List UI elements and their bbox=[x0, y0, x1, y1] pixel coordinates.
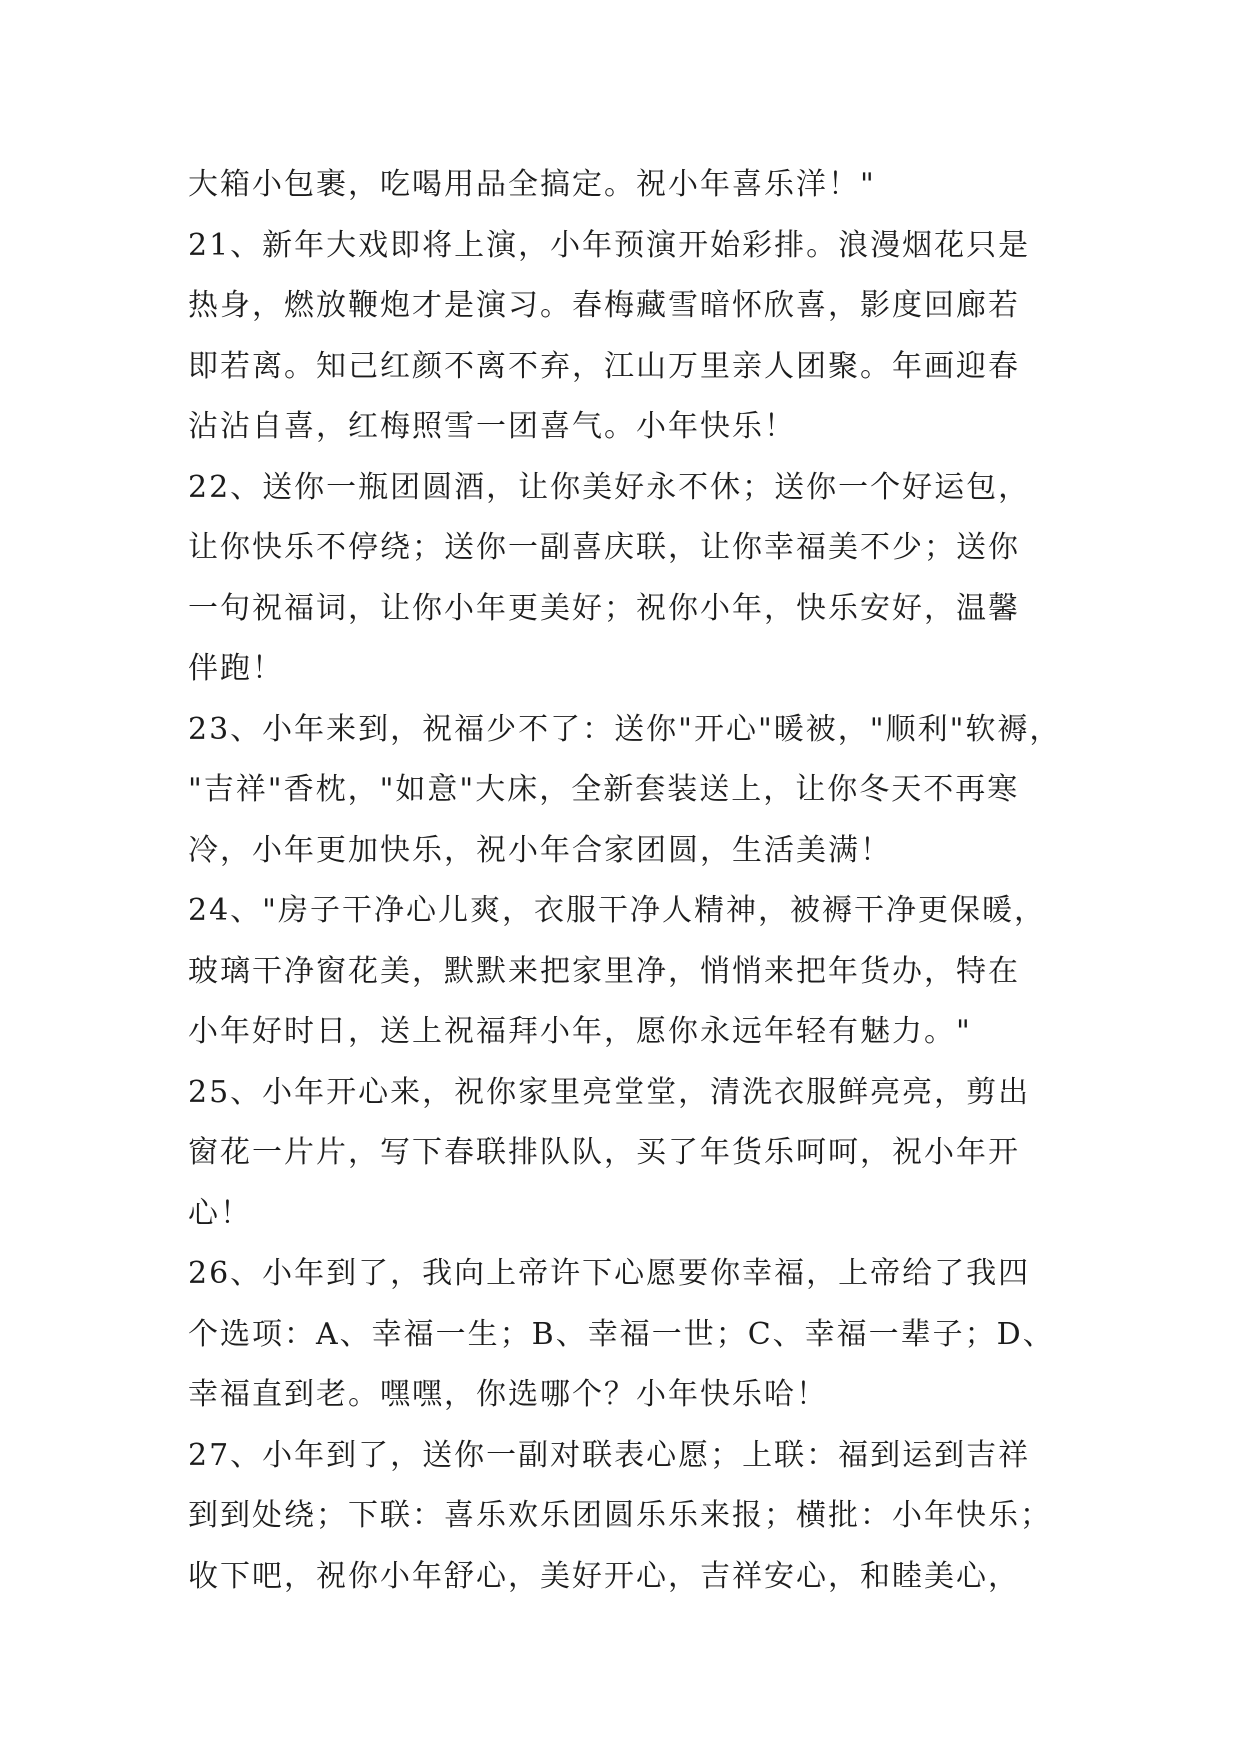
text-line: 幸福直到老。嘿嘿，你选哪个？小年快乐哈！ bbox=[188, 1377, 828, 1412]
text-line: 沾沾自喜，红梅照雪一团喜气。小年快乐！ bbox=[188, 409, 796, 444]
text-line: 热身，燃放鞭炮才是演习。春梅藏雪暗怀欣喜，影度回廊若 bbox=[188, 288, 1020, 323]
text-line: 24、"房子干净心儿爽，衣服干净人精神，被褥干净更保暖， bbox=[188, 893, 1046, 928]
body-text bbox=[188, 155, 1068, 1607]
text-line: 心！ bbox=[188, 1195, 252, 1231]
text-line: 冷，小年更加快乐，祝小年合家团圆，生活美满！ bbox=[188, 832, 892, 868]
text-line: "吉祥"香枕，"如意"大床，全新套装送上，让你冬天不再寒 bbox=[188, 772, 1020, 807]
text-line: 26、小年到了，我向上帝许下心愿要你幸福，上帝给了我四 bbox=[188, 1256, 1031, 1291]
text-line: 玻璃干净窗花美，默默来把家里净，悄悄来把年货办，特在 bbox=[188, 953, 1020, 989]
text-line: 窗花一片片，写下春联排队队，买了年货乐呵呵，祝小年开 bbox=[188, 1135, 1020, 1170]
text-line: 22、送你一瓶团圆酒，让你美好永不休；送你一个好运包， bbox=[188, 469, 1031, 505]
text-line: 一句祝福词，让你小年更美好；祝你小年，快乐安好，温馨 bbox=[188, 590, 1020, 626]
text-line: 个选项：A、幸福一生；B、幸福一世；C、幸福一辈子；D、 bbox=[188, 1316, 1055, 1352]
text-line: 伴跑！ bbox=[188, 651, 284, 686]
text-line: 即若离。知己红颜不离不弃，江山万里亲人团聚。年画迎春 bbox=[188, 348, 1020, 384]
text-line: 大箱小包裹，吃喝用品全搞定。祝小年喜乐洋！" bbox=[188, 167, 876, 202]
text-line: 让你快乐不停绕；送你一副喜庆联，让你幸福美不少；送你 bbox=[188, 530, 1020, 565]
text-line: 23、小年来到，祝福少不了：送你"开心"暖被，"顺利"软褥， bbox=[188, 711, 1062, 747]
text-line: 收下吧，祝你小年舒心，美好开心，吉祥安心，和睦美心， bbox=[188, 1558, 1020, 1594]
text-line: 27、小年到了，送你一副对联表心愿；上联：福到运到吉祥 bbox=[188, 1437, 1031, 1473]
text-line: 21、新年大戏即将上演，小年预演开始彩排。浪漫烟花只是 bbox=[188, 227, 1031, 263]
text-line: 25、小年开心来，祝你家里亮堂堂，清洗衣服鲜亮亮，剪出 bbox=[188, 1074, 1031, 1110]
text-line: 小年好时日，送上祝福拜小年，愿你永远年轻有魅力。" bbox=[188, 1014, 972, 1049]
text-line: 到到处绕；下联：喜乐欢乐团圆乐乐来报；横批：小年快乐； bbox=[188, 1498, 1052, 1533]
